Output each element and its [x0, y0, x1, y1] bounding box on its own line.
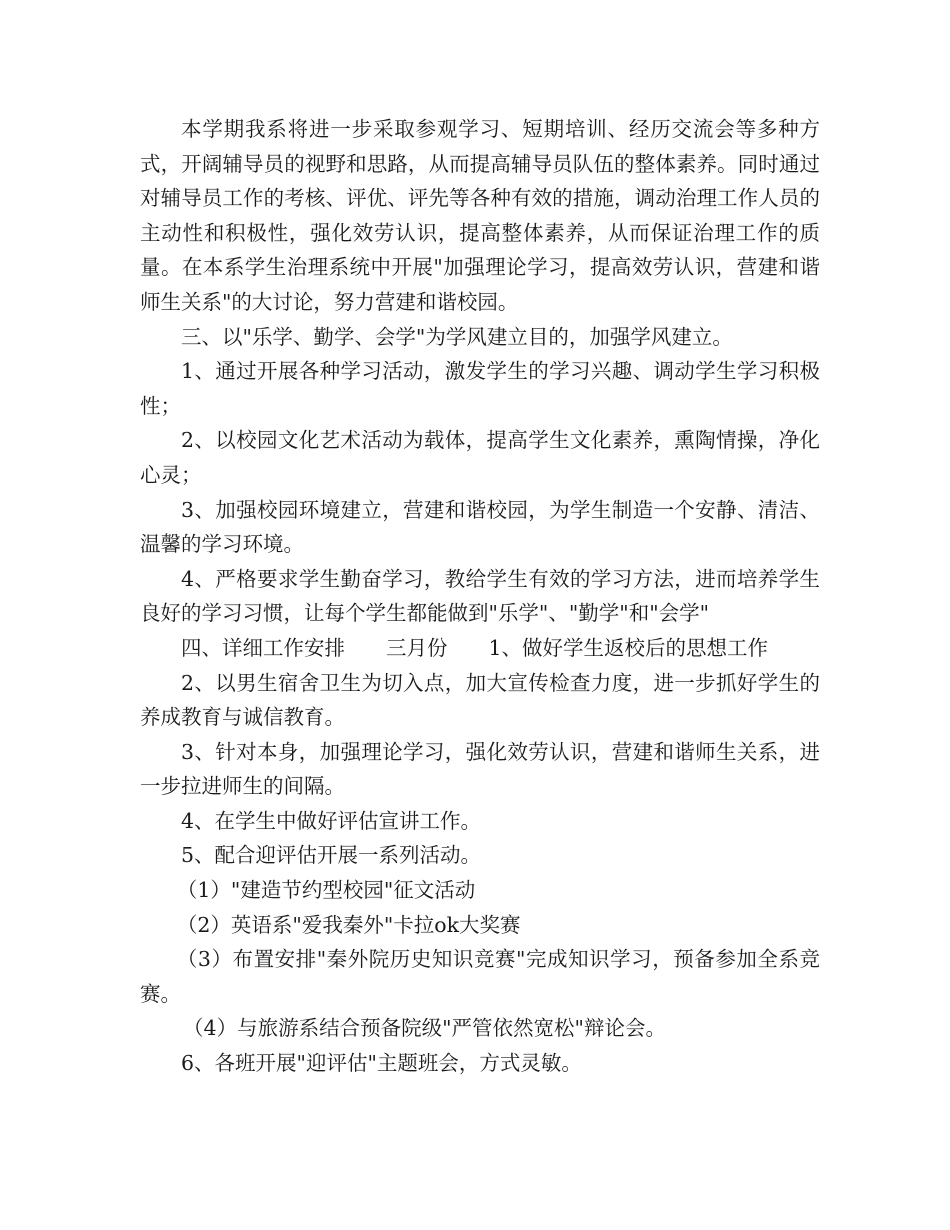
- section-heading-3: 三、以"乐学、勤学、会学"为学风建立目的，加强学风建立。: [181, 324, 733, 349]
- paragraph-item-3: 3、加强校园环境建立，营建和谐校园，为学生制造一个安静、清洁、温馨的学习环境。: [140, 497, 820, 557]
- paragraph-intro: 本学期我系将进一步采取参观学习、短期培训、经历交流会等多种方式，开阔辅导员的视野和思路，从而提高辅导员队伍的整体素养。同时通过对辅导员工作的考核、评优、评先等各种有效的措施，调动治理工作人员的主动性和积极性，强化效劳认识，提高整体素养，从而保证治理工作的质量。在本系学生治理系统中开展"加强理论学习，提高效劳认识，营建和谐师生关系"的大讨论，努力营建和谐校园。: [140, 117, 820, 314]
- paragraph-item-4: 4、严格要求学生勤奋学习，教给学生有效的学习方法，进而培养学生良好的学习习惯，让每个学生都能做到"乐学"、"勤学"和"会学": [140, 566, 820, 626]
- section-heading-4: 四、详细工作安排 三月份 1、做好学生返校后的思想工作: [181, 635, 769, 660]
- sub-item-3: （3）布置安排"秦外院历史知识竞赛"完成知识学习，预备参加全系竞赛。: [140, 947, 820, 1006]
- sub-item-1: （1）"建造节约型校园"征文活动: [176, 878, 476, 903]
- paragraph-item-5: 5、配合迎评估开展一系列活动。: [181, 843, 482, 868]
- paragraph-item-1: 1、通过开展各种学习活动，激发学生的学习兴趣、调动学生学习积极性；: [140, 359, 820, 418]
- sub-item-4: （4）与旅游系结合预备院级"严管依然宽松"辩论会。: [183, 1016, 666, 1041]
- paragraph-item-2b: 2、以男生宿舍卫生为切入点，加大宣传检查力度，进一步抓好学生的养成教育与诚信教育。: [140, 670, 820, 730]
- paragraph-item-4b: 4、在学生中做好评估宣讲工作。: [181, 808, 482, 833]
- paragraph-item-3b: 3、针对本身，加强理论学习，强化效劳认识，营建和谐师生关系，进一步拉进师生的间隔。: [140, 739, 820, 799]
- document-body: [140, 112, 820, 1081]
- paragraph-item-6: 6、各班开展"迎评估"主题班会，方式灵敏。: [181, 1051, 582, 1076]
- sub-item-2: （2）英语系"爱我秦外"卡拉ok大奖赛: [176, 912, 521, 937]
- paragraph-item-2: 2、以校园文化艺术活动为载体，提高学生文化素养，熏陶情操，净化心灵；: [140, 428, 820, 487]
